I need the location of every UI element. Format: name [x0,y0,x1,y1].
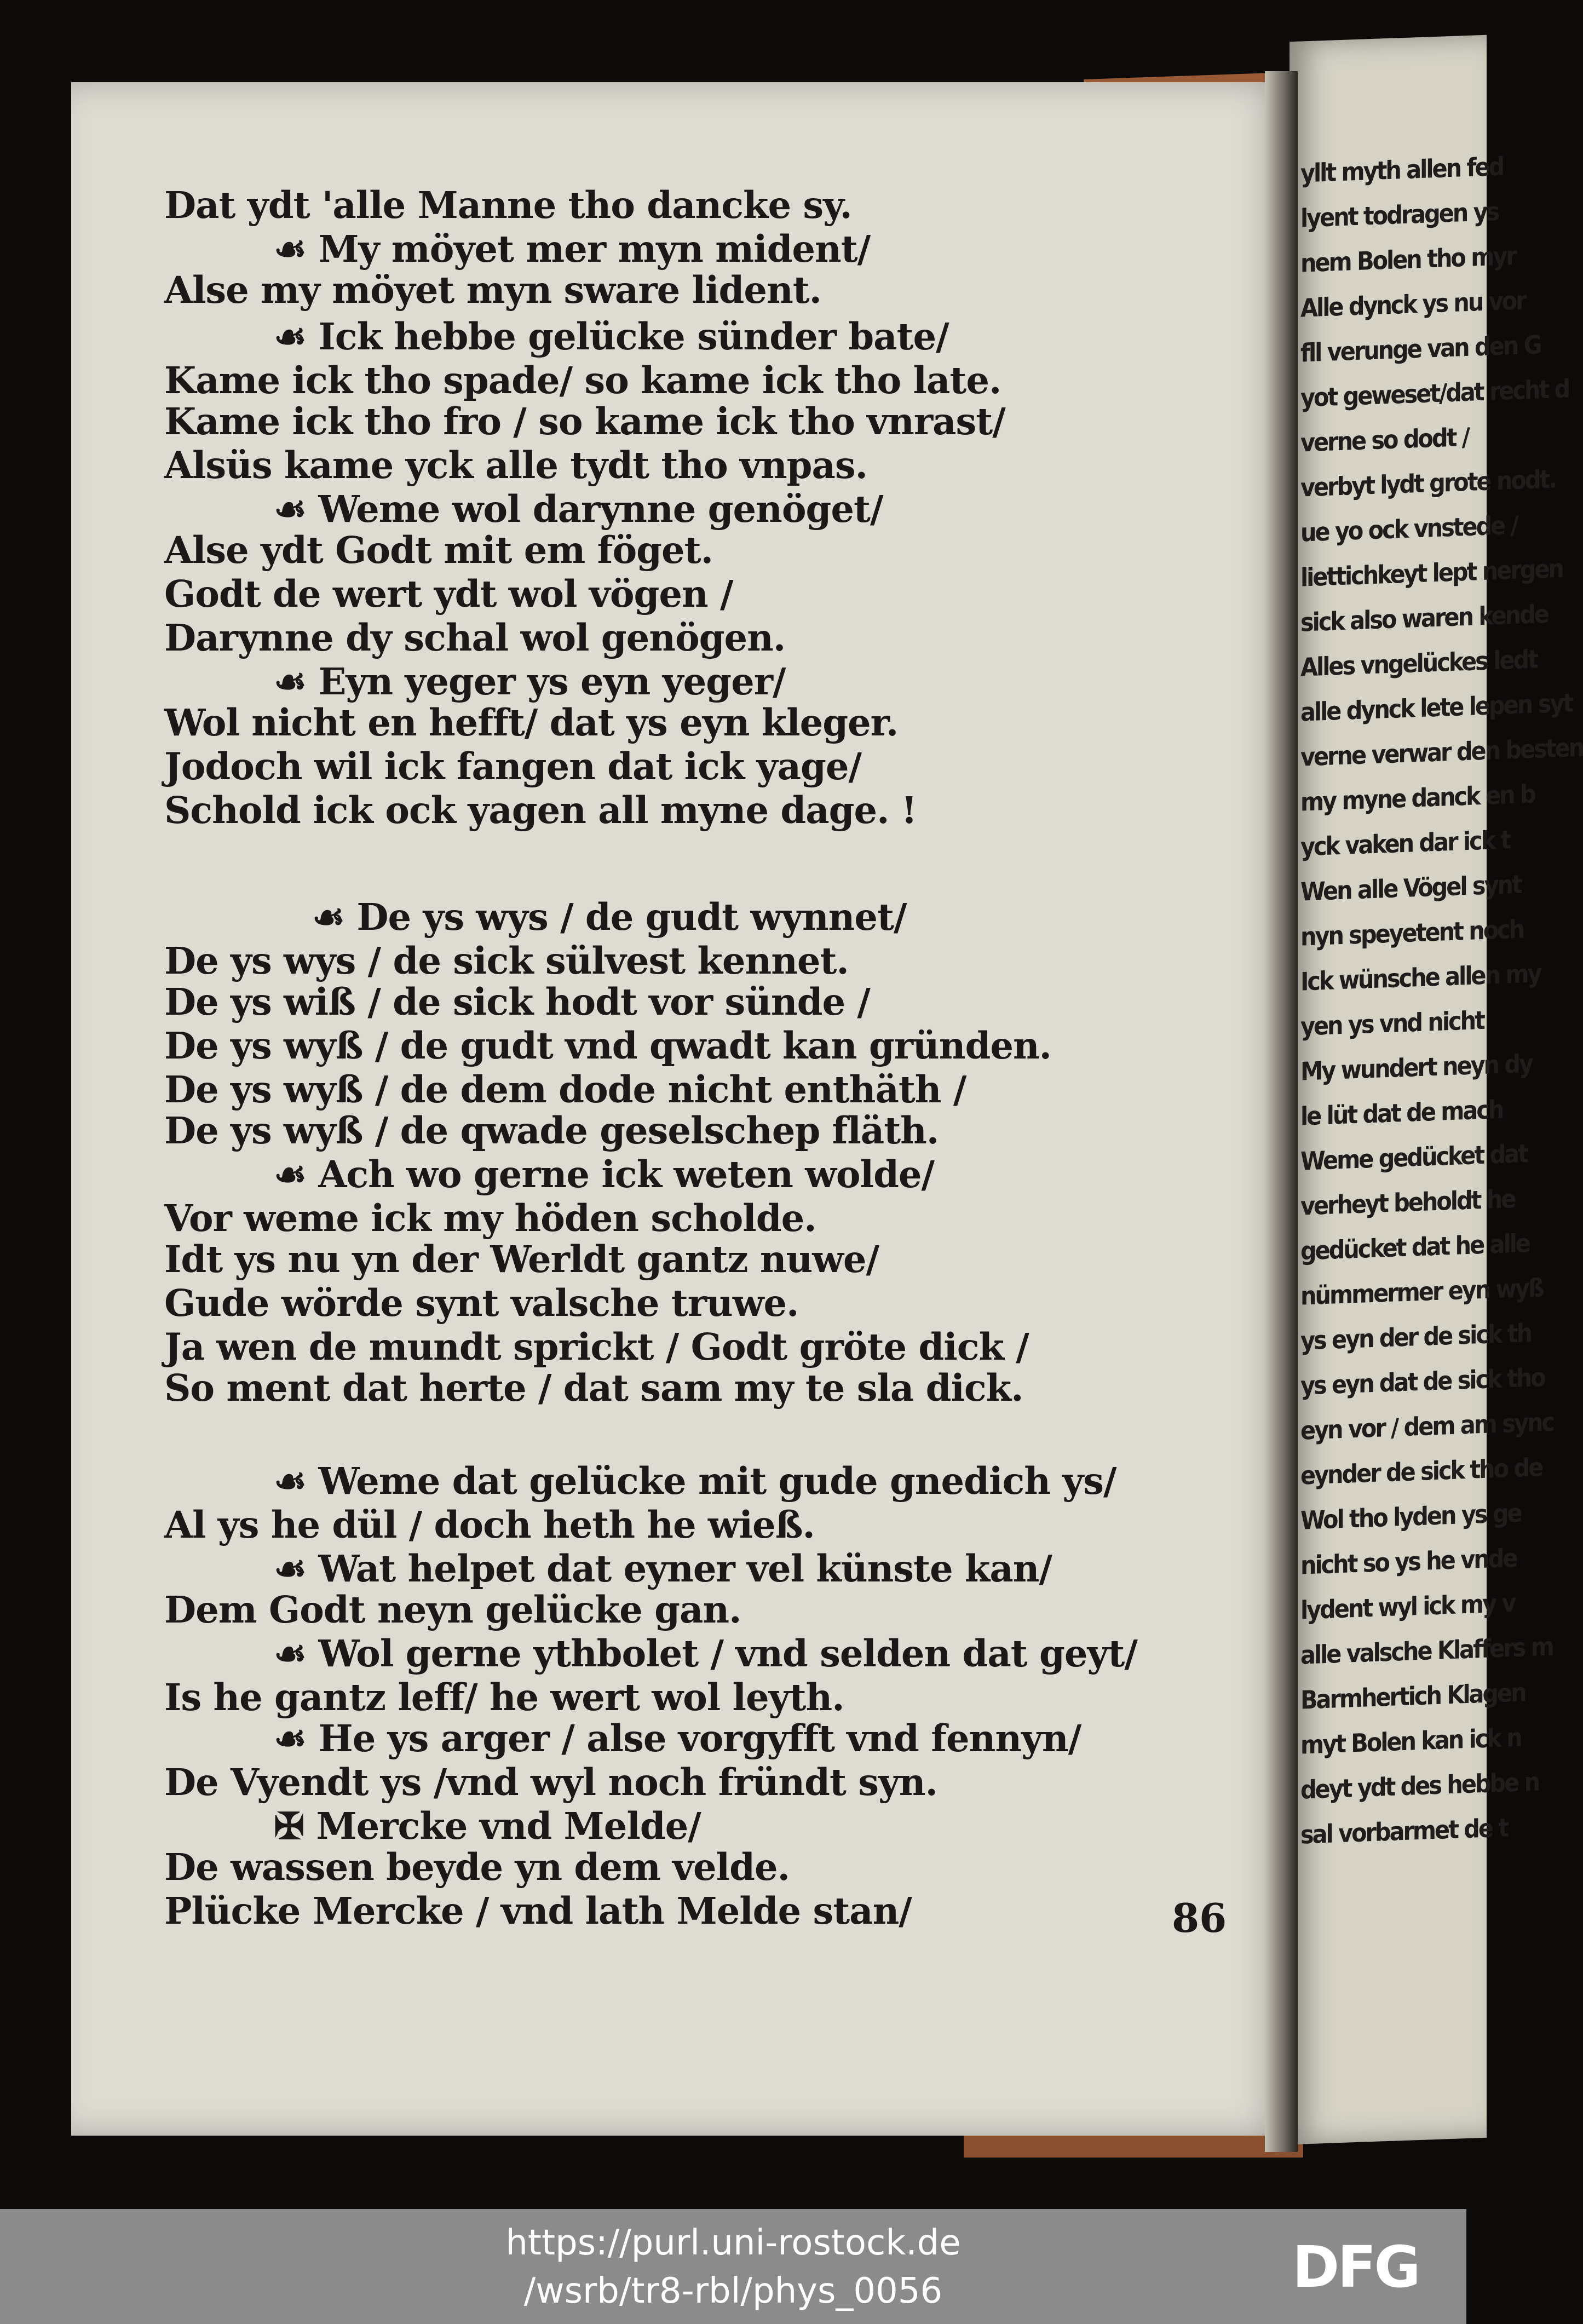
text-line: Ja wen de mundt sprickt / Godt gröte dick / [164,1325,1029,1368]
right-page-text [1300,145,1583,1857]
text-line: ✠ Mercke vnd Melde/ [274,1804,701,1848]
fragment-line: verne verwar den besten [1300,732,1583,772]
fragment-line: alle dynck lete lepen syt [1300,688,1572,727]
text-line: Darynne dy schal wol genögen. [164,616,786,659]
fragment-line: fll verunge van den G [1300,330,1541,368]
text-line: Idt ys nu yn der Werldt gantz nuwe/ [164,1238,879,1281]
text-line: ☙ Wol gerne ythbolet / vnd selden dat geyt/ [274,1632,1137,1675]
permalink[interactable] [0,2219,1466,2315]
text-line: Kame ick tho spade/ so kame ick tho late. [164,359,1001,402]
text-line: ☙ Weme dat gelücke mit gude gnedich ys/ [274,1459,1116,1503]
page-number: 86 [1172,1895,1227,1941]
text-line: De ys wyß / de dem dode nicht enthäth / [164,1068,966,1111]
fragment-line: deyt ydt des hebbe n [1300,1767,1539,1805]
fragment-line: verbyt lydt grote nodt. [1300,464,1556,503]
fragment-line: My wundert neyn dy [1300,1048,1533,1086]
fragment-line: le lüt dat de mach [1300,1094,1503,1131]
text-line: De wassen beyde yn dem velde. [164,1845,790,1889]
text-line: De ys wyß / de qwade geselschep fläth. [164,1109,939,1152]
permalink-line-2: /wsrb/tr8-rbl/phys_0056 [523,2271,943,2311]
fragment-line: gedücket dat he alle [1300,1228,1529,1266]
fragment-line: nem Bolen tho myr [1300,240,1516,278]
text-line: ☙ He ys arger / alse vorgyfft vnd fennyn/ [274,1717,1081,1760]
text-line: Alsüs kame yck alle tydt tho vnpas. [164,444,867,487]
fragment-line: my myne danck en b [1300,779,1535,817]
fragment-line: nyn speyetent noch [1300,914,1524,952]
text-line: Dat ydt 'alle Manne tho dancke sy. [164,183,852,227]
dfg-logo-text: DFG [1292,2234,1419,2300]
fragment-line: verheyt beholdt he [1300,1183,1515,1221]
fragment-line: ys eyn dat de sick tho [1300,1362,1545,1401]
text-line: Vor weme ick my höden scholde. [164,1196,816,1240]
fragment-line: yot geweset/dat recht d [1300,373,1569,413]
text-line: De ys wiß / de sick hodt vor sünde / [164,980,870,1023]
text-line: Alse ydt Godt mit em föget. [164,528,713,572]
dfg-logo [1292,2234,1451,2300]
text-line: So ment dat herte / dat sam my te sla dick. [164,1366,1023,1410]
text-line: ☙ De ys wys / de gudt wynnet/ [312,895,907,939]
fragment-line: nicht so ys he vnde [1300,1543,1517,1580]
text-line: De ys wyß / de gudt vnd qwadt kan gründen. [164,1024,1051,1067]
text-line: Godt de wert ydt wol vögen / [164,572,733,615]
text-line: Kame ick tho fro / so kame ick tho vnrast/ [164,400,1005,443]
fragment-line: Weme gedücket dat [1300,1138,1527,1176]
fragment-line: sick also waren kende [1300,599,1548,637]
right-page-fragment [1290,35,1583,2145]
fragment-line: lyent todragen ys [1300,196,1499,233]
page-gutter [1265,71,1298,2152]
fragment-line: yck vaken dar ick t [1300,825,1510,862]
text-line: ☙ Ick hebbe gelücke sünder bate/ [274,315,949,358]
fragment-line: ue yo ock vnstede / [1300,510,1517,548]
text-line: Plücke Mercke / vnd lath Melde stan/ [164,1889,912,1932]
fragment-line: ys eyn der de sick th [1300,1318,1532,1356]
fragment-line: sal vorbarmet de t [1300,1813,1508,1850]
text-line: Alse my möyet myn sware lident. [164,268,821,312]
fragment-line: eyn vor / dem am sync [1300,1407,1553,1446]
fragment-line: Barmhertich Klagen [1300,1677,1526,1715]
text-line: ☙ Eyn yeger ys eyn yeger/ [274,660,786,703]
fragment-line: Ick wünsche allen my [1300,958,1541,997]
text-line: ☙ Wat helpet dat eyner vel künste kan/ [274,1547,1052,1590]
text-line: Wol nicht en hefft/ dat ys eyn kleger. [164,701,899,744]
fragment-line: Alle dynck ys nu vor [1300,285,1526,323]
fragment-line: lydent wyl ick my v [1300,1587,1515,1625]
text-line: ☙ Weme wol darynne genöget/ [274,487,883,531]
text-line: De ys wys / de sick sülvest kennet. [164,939,849,982]
viewer-footer [0,2209,1466,2324]
text-line: Schold ick ock yagen all myne dage. ! [164,789,917,832]
text-line: ☙ Ach wo gerne ick weten wolde/ [274,1153,935,1196]
text-line: Is he gantz leff/ he wert wol leyth. [164,1676,844,1719]
fragment-line: Alles vngelückes ledt [1300,644,1537,682]
text-line: Dem Godt neyn gelücke gan. [164,1588,741,1631]
fragment-line: eynder de sick tho de [1300,1452,1542,1491]
fragment-line: nümmermer eyn wyß [1300,1273,1543,1311]
permalink-line-1: https://purl.uni-rostock.de [505,2223,961,2263]
fragment-line: liettichkeyt lept nergen [1300,553,1563,592]
fragment-line: myt Bolen kan ick n [1300,1722,1521,1760]
text-line: ☙ My möyet mer myn mident/ [274,227,871,271]
fragment-line: yen ys vnd nicht [1300,1005,1484,1042]
fragment-line: verne so dodt / [1300,422,1469,458]
fragment-line: yllt myth allen fed [1300,151,1504,188]
fragment-line: alle valsche Klaffers m [1300,1631,1553,1670]
fragment-line: Wol tho lyden ys ge [1300,1498,1521,1535]
fragment-line: Wen alle Vögel synt [1300,869,1521,907]
text-line: Gude wörde synt valsche truwe. [164,1281,799,1325]
text-line: De Vyendt ys /vnd wyl noch fründt syn. [164,1761,937,1804]
text-line: Al ys he dül / doch heth he wieß. [164,1503,815,1546]
text-line: Jodoch wil ick fangen dat ick yage/ [164,745,861,788]
